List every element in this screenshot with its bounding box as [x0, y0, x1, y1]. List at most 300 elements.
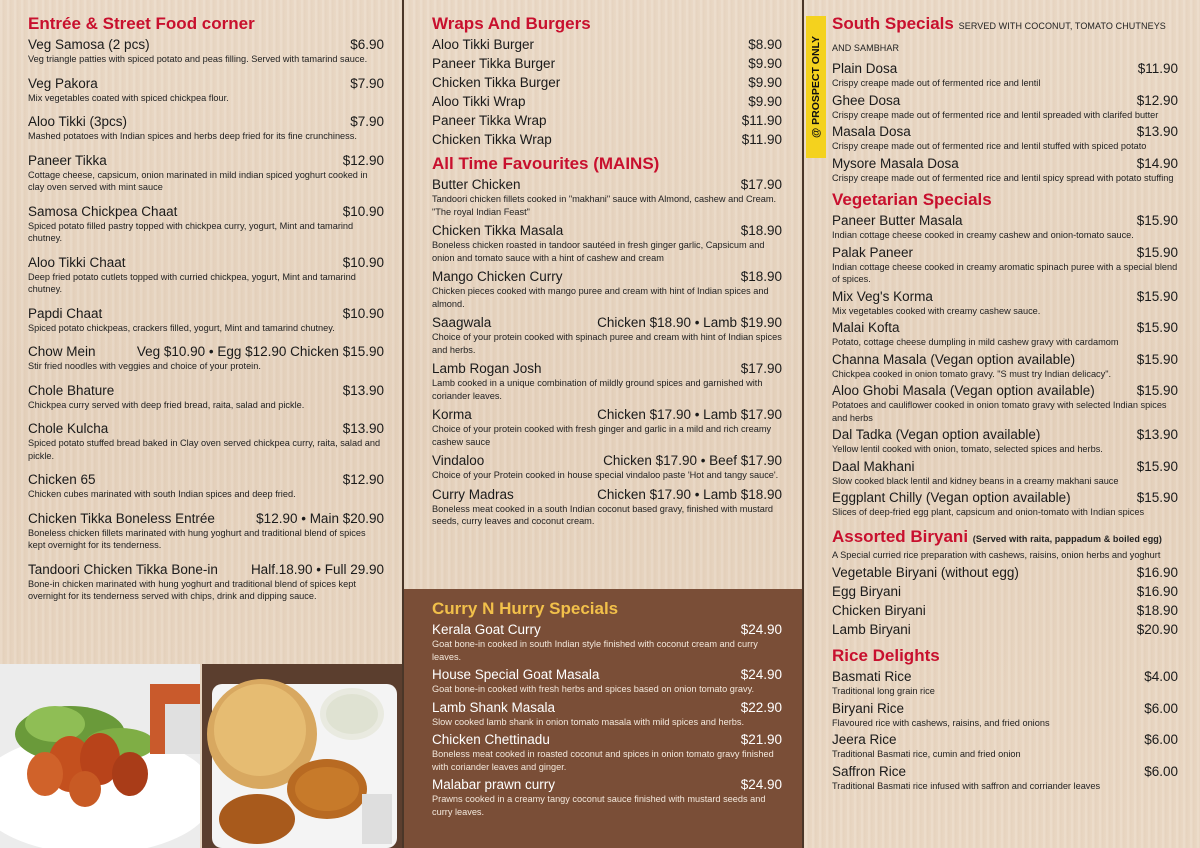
menu-item: [832, 489, 1178, 519]
menu-item-price: $10.90: [342, 305, 384, 321]
menu-item: [832, 731, 1178, 761]
menu-item-description: Slow cooked lamb shank in onion tomato masala with mild spices and herbs.: [432, 716, 745, 727]
menu-item-description: Choice of your protein cooked with spinach puree and cream with hint of Indian spices and herbs.: [432, 332, 782, 355]
menu-item-title: Malabar prawn curry: [432, 777, 556, 792]
menu-item-price: $12.90 • Main $20.90: [256, 510, 384, 526]
menu-item-description: Goat bone-in cooked in south Indian style finished with coconut cream and curry leaves.: [432, 639, 758, 662]
menu-item-price: $17.90: [740, 361, 782, 376]
menu-item-description: Traditional Basmati rice, cumin and fried onion: [832, 749, 1021, 759]
entree-heading: Entrée & Street Food corner: [28, 14, 255, 33]
chicken-tikka-photo: [0, 664, 200, 848]
menu-item-name: [432, 74, 560, 91]
menu-item-row: [432, 406, 782, 423]
menu-item: [28, 420, 384, 462]
menu-item-name: [432, 176, 521, 193]
menu-item-row: [432, 776, 782, 793]
menu-item-price: $13.90: [342, 382, 384, 398]
menu-item-row: [432, 360, 782, 377]
menu-item-row: [432, 74, 782, 91]
menu-item-row: [432, 666, 782, 683]
menu-item-title: Papdi Chaat: [28, 305, 103, 321]
menu-item-price: $11.90: [741, 113, 782, 128]
menu-item-description: Slices of deep-fried egg plant, capsicum and onion-tomato with Indian spices: [832, 507, 1145, 517]
curry-list: [432, 621, 782, 818]
menu-item-description: Spiced potato stuffed bread baked in Clay oven served chickpea curry, raita, salad and pickle.: [28, 438, 381, 461]
menu-item-description: Crispy creape made out of fermented rice and lentil: [832, 78, 1041, 88]
menu-item-name: [432, 131, 552, 148]
menu-item-price: $20.90: [1136, 622, 1178, 637]
menu-item-title: Mango Chicken Curry: [432, 269, 563, 284]
menu-item-name: [28, 510, 215, 527]
menu-item-price: $13.90: [1136, 124, 1178, 139]
menu-item-price: $15.90: [1136, 288, 1178, 304]
menu-item-title: Chicken Tikka Boneless Entrée: [28, 510, 215, 526]
menu-item-description: Tandoori chicken fillets cooked in "makhani" sauce with Almond, cashew and Cream. "The royal Indian Feast": [432, 194, 777, 217]
menu-item: [432, 486, 782, 528]
menu-item-description: Chickpea cooked in onion tomato gravy. "S must try Indian delicacy".: [832, 368, 1112, 379]
menu-item: [832, 763, 1178, 793]
menu-item-row: [832, 668, 1178, 685]
menu-item-row: [832, 319, 1178, 336]
menu-item-row: [432, 486, 782, 503]
menu-item-price: $9.90: [748, 94, 782, 109]
menu-item-title: Aloo Ghobi Masala: [832, 383, 947, 398]
menu-item-name: [832, 602, 926, 619]
menu-item-description: Boneless chicken roasted in tandoor sautéed in fresh ginger garlic, Capsicum and onion and tomato sauce with a hint of cashew and cream: [432, 240, 765, 263]
menu-item-price: $15.90: [1136, 383, 1178, 398]
menu-item-price: $15.90: [1136, 490, 1178, 505]
menu-item: [832, 155, 1178, 185]
menu-item-description: Potato, cottage cheese dumpling in mild cashew gravy with cardamom: [832, 337, 1119, 347]
menu-item-price: $16.90: [1136, 584, 1178, 599]
menu-item-name: [832, 382, 1095, 399]
menu-item-description: Goat bone-in cooked with fresh herbs and spices based on onion tomato gravy.: [432, 684, 755, 694]
rice-heading: Rice Delights: [832, 646, 940, 665]
mains-heading: All Time Favourites (MAINS): [432, 154, 660, 173]
menu-item-title: Saffron Rice: [832, 763, 907, 779]
menu-item: [432, 222, 782, 264]
chicken-tikka-illustration: [0, 664, 200, 848]
menu-item-name: [28, 254, 126, 271]
menu-item-price: $6.00: [1144, 763, 1178, 779]
menu-item-description: Prawns cooked in a creamy tangy coconut sauce finished with mustard seeds and curry leaves.: [432, 794, 766, 817]
menu-item-row: [28, 382, 384, 399]
menu-item-title: Palak Paneer: [832, 244, 914, 260]
prospect-only-label: @ PROSPECT ONLY: [810, 35, 823, 139]
menu-item-row: [432, 452, 782, 469]
menu-item: [832, 123, 1178, 153]
vegan-note: (Vegan option available): [925, 490, 1071, 505]
menu-item-description: Flavoured rice with cashews, raisins, and fried onions: [832, 717, 1050, 728]
menu-item: [832, 92, 1178, 122]
wraps-list: [432, 36, 782, 148]
menu-item-name: [28, 382, 114, 399]
menu-item-name: [832, 583, 901, 600]
menu-item-name: [432, 314, 491, 331]
menu-item-row: [432, 699, 782, 716]
menu-item: [832, 621, 1178, 638]
menu-item-price: $4.00: [1144, 669, 1178, 684]
menu-item: [28, 152, 384, 194]
menu-item-name: [832, 92, 900, 109]
mains-list: [432, 176, 782, 528]
south-list: [832, 60, 1178, 184]
menu-item-description: Lamb cooked in a unique combination of mildly ground spices and garnished with coriander leaves.: [432, 378, 763, 401]
menu-item-row: [832, 763, 1178, 780]
menu-item-name: [28, 561, 218, 578]
menu-item-description: Indian cottage cheese cooked in creamy cashew and onion-tomato sauce.: [832, 230, 1134, 240]
menu-item-row: [28, 75, 384, 92]
menu-item-row: [432, 621, 782, 638]
menu-item-name: [832, 155, 959, 172]
menu-item-name: [832, 731, 897, 748]
menu-item-description: Chickpea curry served with deep fried bread, raita, salad and pickle.: [28, 399, 305, 410]
menu-item-name: [832, 564, 1019, 581]
menu-item-title: Tandoori Chicken Tikka Bone-in: [28, 561, 218, 577]
menu-item-price: $18.90: [740, 223, 782, 238]
menu-item-row: [28, 343, 384, 360]
menu-item-name: [832, 351, 1075, 368]
menu-item-name: [832, 668, 912, 685]
menu-item: [28, 510, 384, 552]
menu-item: [432, 55, 782, 72]
menu-item-row: [28, 203, 384, 220]
menu-item-row: [832, 244, 1178, 261]
menu-item-row: [832, 60, 1178, 77]
menu-item: [832, 668, 1178, 698]
menu-item-name: [832, 288, 933, 305]
menu-item-price: $10.90: [342, 254, 384, 270]
menu-item-name: [432, 406, 472, 423]
menu-item-price: $6.00: [1144, 700, 1178, 716]
menu-item-price: $7.90: [350, 114, 384, 129]
menu-item-price: $12.90: [342, 472, 384, 487]
menu-item-name: [28, 36, 150, 53]
menu-item-price: $15.90: [1136, 351, 1178, 367]
menu-item-description: Chicken cubes marinated with south Indian spices and deep fried.: [28, 489, 296, 499]
menu-item-price: $10.90: [342, 203, 384, 219]
menu-item: [432, 314, 782, 356]
menu-item-title: Ghee Dosa: [832, 92, 901, 108]
menu-item-description: Traditional Basmati rice infused with saffron and corriander leaves: [832, 780, 1101, 791]
menu-item-name: [28, 203, 177, 220]
menu-item-title: Butter Chicken: [432, 177, 521, 192]
menu-item-price: Chicken $17.90 • Beef $17.90: [603, 453, 782, 468]
menu-item-title: Chole Kulcha: [28, 421, 109, 436]
menu-item-price: $24.90: [740, 622, 782, 637]
south-title: South Specials: [832, 14, 954, 33]
menu-item-description: Bone-in chicken marinated with hung yoghurt and traditional blend of spices kept overnight for its tenderness served with chips, drink and dipping sauce.: [28, 578, 356, 601]
menu-item: [432, 621, 782, 663]
menu-item-name: [432, 731, 550, 748]
menu-item-name: [832, 489, 1071, 506]
menu-item-title: House Special Goat Masala: [432, 667, 600, 682]
menu-item-description: Spiced potato filled pastry topped with chickpea curry, yogurt, Mint and tamarind chutney.: [28, 220, 354, 243]
menu-item-name: [432, 360, 542, 377]
vegan-note: (Vegan option available): [930, 351, 1076, 367]
menu-item-description: Boneless meat cooked in roasted coconut and spices in onion tomato gravy finished with coriander leaves and ginger.: [432, 749, 774, 772]
menu-item: [432, 452, 782, 482]
menu-item: [28, 471, 384, 501]
menu-item-name: [832, 319, 900, 336]
menu-item-row: [832, 583, 1178, 600]
menu-item-name: [432, 486, 514, 503]
menu-item: [832, 60, 1178, 90]
menu-item-row: [28, 471, 384, 488]
menu-item-price: $18.90: [740, 269, 782, 284]
menu-item: [832, 244, 1178, 286]
menu-item-price: $15.90: [1136, 320, 1178, 335]
menu-item-name: [432, 93, 526, 110]
menu-item-name: [432, 36, 534, 53]
menu-item-price: $24.90: [740, 777, 782, 792]
menu-item-row: [832, 458, 1178, 475]
menu-item: [832, 212, 1178, 242]
menu-item-price: $17.90: [740, 177, 782, 192]
menu-item-title: Paneer Tikka: [28, 152, 107, 168]
menu-item-row: [832, 382, 1178, 399]
menu-item: [432, 776, 782, 818]
menu-item-row: [432, 131, 782, 148]
menu-item-price: $21.90: [740, 732, 782, 747]
menu-item-description: Yellow lentil cooked with onion, tomato, selected spices and herbs.: [832, 444, 1103, 454]
menu-item-description: Veg triangle patties with spiced potato and peas filling. Served with tamarind sauce.: [28, 54, 368, 64]
menu-item-price: $12.90: [342, 152, 384, 168]
menu-item-title: Plain Dosa: [832, 61, 898, 76]
menu-item-name: [28, 75, 98, 92]
menu-item: [28, 75, 384, 105]
menu-item-name: [432, 222, 563, 239]
menu-item-title: Lamb Rogan Josh: [432, 361, 542, 376]
menu-item-price: Chicken $17.90 • Lamb $17.90: [597, 407, 782, 422]
biryani-title: Assorted Biryani: [832, 526, 969, 546]
menu-item-title: Basmati Rice: [832, 669, 912, 684]
menu-item-description: Crispy creape made out of fermented rice and lentil spicy spread with potato stuffing: [832, 172, 1174, 183]
menu-item-title: Lamb Biryani: [832, 622, 911, 637]
menu-item: [432, 176, 782, 218]
vegan-note: (Vegan option available): [949, 383, 1095, 398]
menu-item: [28, 36, 384, 66]
menu-item-price: $24.90: [740, 667, 782, 682]
menu-item-name: [832, 700, 904, 717]
biryani-note: (Served with raita, pappadum & boiled egg): [972, 533, 1163, 544]
menu-item-price: $13.90: [342, 421, 384, 436]
menu-item: [432, 131, 782, 148]
menu-item-description: Stir fried noodles with veggies and choice of your protein.: [28, 361, 261, 371]
menu-item-title: Curry Madras: [432, 486, 514, 502]
menu-item: [432, 360, 782, 402]
menu-item-description: Indian cottage cheese cooked in creamy aromatic spinach puree with a special blend of spices.: [832, 261, 1178, 284]
menu-item-price: $18.90: [1136, 603, 1178, 618]
menu-item-title: Paneer Tikka Wrap: [432, 113, 547, 128]
menu-item: [28, 203, 384, 245]
menu-item-price: $12.90: [1136, 92, 1178, 108]
menu-item-title: Chicken Tikka Masala: [432, 223, 564, 238]
menu-item-name: [28, 113, 127, 130]
menu-item-row: [832, 731, 1178, 748]
menu-item-price: $16.90: [1136, 565, 1178, 580]
menu-item: [432, 666, 782, 696]
menu-item-row: [832, 602, 1178, 619]
menu-item-name: [28, 305, 102, 322]
menu-item-description: Boneless meat cooked in a south Indian coconut based gravy, finished with mustard seeds, curry leaves and coconut cream.: [432, 503, 773, 526]
menu-item-name: [28, 471, 96, 488]
menu-item-price: $15.90: [1136, 244, 1178, 260]
menu-item: [28, 382, 384, 412]
menu-item: [432, 112, 782, 129]
menu-item-price: $8.90: [748, 37, 782, 52]
veg-list: [832, 212, 1178, 519]
menu-item-row: [432, 731, 782, 748]
south-note: SERVED WITH COCONUT, TOMATO CHUTNEYS AND SAMBHAR: [832, 21, 1166, 53]
menu-item-name: [432, 621, 541, 638]
chole-bhature-illustration: [202, 664, 402, 848]
menu-item-name: [28, 420, 108, 437]
menu-item-name: [28, 152, 107, 169]
menu-item-title: Korma: [432, 407, 472, 422]
menu-item: [432, 74, 782, 91]
menu-item-title: Vegetable Biryani (without egg): [832, 565, 1019, 580]
menu-item-title: Chicken Chettinadu: [432, 732, 550, 747]
menu-item-row: [832, 123, 1178, 140]
curry-heading: Curry N Hurry Specials: [432, 599, 619, 618]
menu-item-name: [432, 452, 484, 469]
menu-item-description: Deep fried potato cutlets topped with curried chickpea, yogurt, Mint and tamarind chutney.: [28, 271, 356, 294]
menu-item-name: [432, 666, 599, 683]
menu-item-row: [28, 510, 384, 527]
menu-item: [832, 564, 1178, 581]
menu-item-row: [832, 155, 1178, 172]
menu-item-row: [832, 426, 1178, 443]
menu-item: [432, 731, 782, 773]
menu-item-title: Veg Pakora: [28, 75, 98, 91]
menu-item-price: $7.90: [350, 75, 384, 91]
menu-item-row: [832, 351, 1178, 368]
menu-item: [832, 351, 1178, 381]
menu-item-price: $15.90: [1136, 213, 1178, 228]
menu-item-title: Samosa Chickpea Chaat: [28, 203, 178, 219]
menu-item-title: Masala Dosa: [832, 124, 911, 139]
menu-item-description: Potatoes and cauliflower cooked in onion tomato gravy with selected Indian spices and herbs: [832, 400, 1167, 423]
menu-item: [832, 319, 1178, 349]
menu-item-price: $9.90: [748, 75, 782, 90]
vegan-note: (Vegan option available): [895, 427, 1041, 442]
menu-item-title: Aloo Tikki Chaat: [28, 254, 126, 270]
menu-item-description: Boneless chicken fillets marinated with hung yoghurt and traditional blend of spices kept overnight for its tenderness.: [28, 527, 366, 550]
menu-item-price: $22.90: [740, 699, 782, 715]
menu-item-name: [832, 212, 963, 229]
menu-item-name: [432, 776, 555, 793]
menu-item-title: Lamb Shank Masala: [432, 699, 556, 715]
menu-item: [832, 602, 1178, 619]
menu-item-name: [832, 458, 915, 475]
menu-item-description: Cottage cheese, capsicum, onion marinated in mild indian spiced yoghurt cooked in clay oven served with mint sauce: [28, 169, 368, 192]
menu-item-row: [28, 420, 384, 437]
menu-item-title: Saagwala: [432, 315, 492, 330]
menu-item-price: $11.90: [1137, 61, 1178, 76]
menu-item-price: $6.00: [1144, 732, 1178, 747]
menu-item-row: [832, 489, 1178, 506]
menu-item-title: Paneer Butter Masala: [832, 213, 963, 228]
menu-item-row: [432, 93, 782, 110]
menu-item-title: Chow Mein: [28, 344, 96, 359]
menu-item-description: Traditional long grain rice: [832, 686, 935, 696]
menu-item-title: Veg Samosa (2 pcs): [28, 37, 150, 52]
menu-item-title: Biryani Rice: [832, 700, 905, 716]
menu-item-row: [432, 112, 782, 129]
menu-item-row: [28, 305, 384, 322]
menu-item-row: [28, 561, 384, 578]
menu-item: [832, 583, 1178, 600]
menu-item-price: $11.90: [741, 132, 782, 147]
menu-item-title: Jeera Rice: [832, 732, 897, 747]
menu-item-description: Mix vegetables coated with spiced chickpea flour.: [28, 92, 229, 103]
biryani-heading: [832, 527, 1178, 549]
menu-item-title: Chole Bhature: [28, 382, 115, 398]
menu-item-description: Choice of your protein cooked with fresh ginger and garlic in a mild and rich creamy cashew sauce: [432, 424, 772, 447]
menu-item-name: [432, 112, 547, 129]
menu-item: [432, 93, 782, 110]
menu-item-name: [432, 55, 555, 72]
entree-list: [28, 36, 384, 603]
menu-item-description: Chicken pieces cooked with mango puree and cream with hint of Indian spices and almond.: [432, 286, 769, 309]
menu-item-description: Mix vegetables cooked with creamy cashew sauce.: [832, 305, 1041, 316]
menu-item-title: Aloo Tikki (3pcs): [28, 114, 128, 129]
menu-item-title: Mysore Masala Dosa: [832, 155, 959, 171]
menu-item-name: [832, 621, 911, 638]
menu-item-price: Chicken $17.90 • Lamb $18.90: [597, 486, 782, 502]
menu-item-name: [432, 268, 563, 285]
menu-item-title: Aloo Tikki Burger: [432, 37, 535, 52]
menu-item: [832, 700, 1178, 730]
menu-item: [432, 36, 782, 53]
south-column: [804, 0, 1200, 848]
menu-item-price: $13.90: [1136, 427, 1178, 442]
menu-item-name: [832, 763, 906, 780]
menu-item: [432, 406, 782, 448]
veg-heading: Vegetarian Specials: [832, 190, 992, 209]
menu-item: [28, 343, 384, 373]
menu-item-row: [832, 92, 1178, 109]
menu-item-description: Mashed potatoes with Indian spices and herbs deep fried for its fine crunchiness.: [28, 131, 357, 141]
menu-item-row: [432, 176, 782, 193]
menu-item-row: [832, 212, 1178, 229]
menu-item-title: Aloo Tikki Wrap: [432, 94, 526, 109]
menu-item-name: [28, 343, 96, 360]
menu-item: [28, 113, 384, 143]
menu-item-price: $15.90: [1136, 458, 1178, 474]
menu-item-price: $14.90: [1136, 155, 1178, 171]
menu-item-row: [832, 564, 1178, 581]
menu-item-name: [832, 60, 897, 77]
menu-item-price: Veg $10.90 • Egg $12.90 Chicken $15.90: [136, 344, 384, 359]
menu-item-row: [832, 621, 1178, 638]
menu-item-title: Dal Tadka: [832, 427, 892, 442]
menu-item-row: [832, 288, 1178, 305]
menu-item-row: [28, 113, 384, 130]
menu-item-title: Malai Kofta: [832, 320, 900, 335]
menu-item-row: [832, 700, 1178, 717]
menu-item-row: [432, 268, 782, 285]
menu-item-title: Daal Makhani: [832, 458, 915, 474]
south-heading: [832, 14, 1178, 58]
menu-item-title: Mix Veg's Korma: [832, 288, 933, 304]
menu-item-name: [832, 123, 911, 140]
menu-item-price: Half.18.90 • Full 29.90: [250, 561, 384, 577]
curry-specials-panel: [404, 589, 802, 848]
menu-item-title: Chicken 65: [28, 472, 96, 487]
menu-item-title: Chicken Tikka Burger: [432, 75, 561, 90]
